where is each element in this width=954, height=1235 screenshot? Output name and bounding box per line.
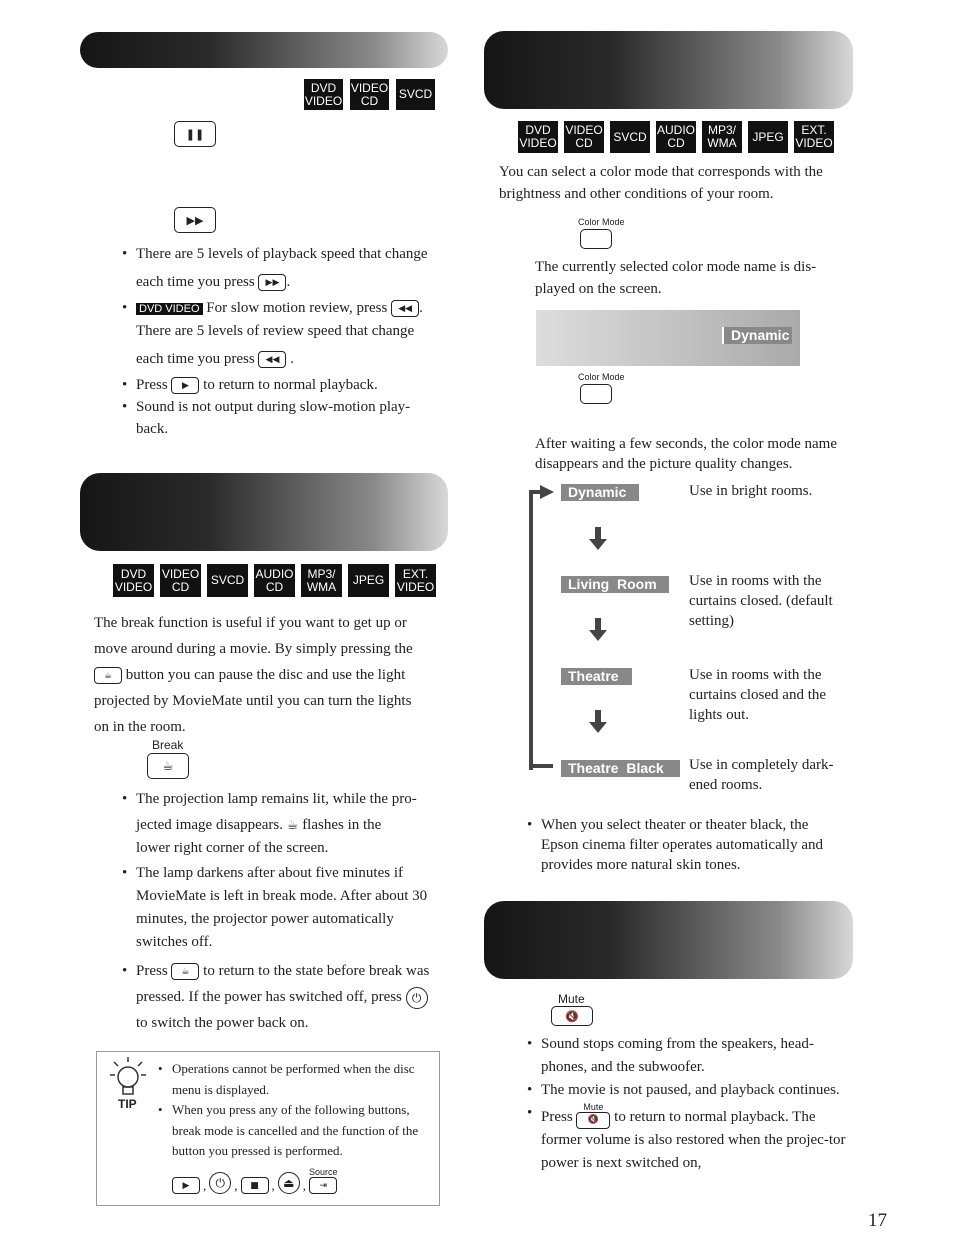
mode-theatre-black-desc: Use in completely dark-ened rooms. <box>689 757 834 793</box>
badge: MP3/ WMA <box>301 564 342 597</box>
mute-notes <box>527 1033 847 1175</box>
power-icon: ⏻ <box>209 1172 231 1194</box>
mute-button-icon: 🔇 <box>551 1006 593 1026</box>
arrow-down-icon <box>588 710 608 734</box>
slow-badges <box>304 79 435 110</box>
color-badges <box>518 121 834 153</box>
break-label: Break <box>152 738 184 752</box>
list-item: • The lamp darkens after about five minutes if MovieMate is left in break mode. After about 30 minutes, the projector power automatically switches off. <box>122 862 442 954</box>
arrow-down-icon <box>588 618 608 642</box>
tip-buttons: ▶ , ⏻ , ■ , ⏏ , Source ⇥ <box>172 1167 338 1194</box>
list-item: • Press ▶ to return to normal playback. <box>122 374 442 396</box>
break-icon: ☕ <box>171 963 199 980</box>
badge: MP3/ WMA <box>702 121 742 153</box>
badge: DVD VIDEO <box>518 121 558 153</box>
mute-label: Mute <box>558 992 585 1006</box>
arrow-down-icon <box>588 527 608 551</box>
break-notes <box>122 788 442 1036</box>
color-intro: You can select a color mode that corresponds with the brightness and other conditions of your room. <box>499 164 823 202</box>
color-notes <box>527 815 847 875</box>
mode-theatre-desc: Use in rooms with the curtains closed and the lights out. <box>689 667 827 723</box>
play-icon: ▶ <box>172 1177 200 1194</box>
cycle-arrow-icon <box>527 484 557 774</box>
list-item: • Sound is not output during slow-motion play-back. <box>122 396 427 440</box>
tip-label: TIP <box>118 1097 137 1111</box>
tip-list <box>158 1059 433 1162</box>
eject-icon: ⏏ <box>278 1172 300 1194</box>
badge: VIDEO CD <box>564 121 604 153</box>
rewind-icon: ◀◀ <box>391 300 419 317</box>
badge: SVCD <box>396 79 435 110</box>
page-number: 17 <box>868 1210 887 1231</box>
break-badges <box>113 564 436 597</box>
stop-icon: ■ <box>241 1177 269 1194</box>
badge: SVCD <box>610 121 650 153</box>
list-item: • Operations cannot be performed when the disc menu is displayed. <box>158 1059 433 1100</box>
color-step2: After waiting a few seconds, the color mode name disappears and the picture quality changes. <box>535 436 837 472</box>
break-button-icon: ☕ <box>147 753 189 779</box>
mode-living-room-desc: Use in rooms with the curtains closed. (default setting) <box>689 573 833 629</box>
source-icon: ⇥ <box>309 1177 337 1194</box>
badge: EXT. VIDEO <box>395 564 436 597</box>
fast-forward-icon: ▶▶ <box>258 274 286 291</box>
mode-dynamic-desc: Use in bright rooms. <box>689 483 813 499</box>
color-mode-button-icon <box>580 229 612 249</box>
badge: AUDIO CD <box>656 121 696 153</box>
dvd-video-badge: DVD VIDEO <box>136 303 203 315</box>
badge: AUDIO CD <box>254 564 295 597</box>
list-item: • DVD VIDEO For slow motion review, press ◀◀ . There are 5 levels of review speed that change each time you press ◀◀ . <box>122 297 442 370</box>
color-mode-button-icon <box>580 384 612 404</box>
lightbulb-icon <box>108 1056 148 1102</box>
list-item: • Press ☕ to return to the state before break was pressed. If the power has switched off, press ⏻ to switch the power back on. <box>122 958 442 1036</box>
mode-theatre-black: Theatre Black <box>561 760 680 777</box>
rewind-icon: ◀◀ <box>258 351 286 368</box>
mode-living-room: Living Room <box>561 576 669 593</box>
power-icon: ⏻ <box>406 987 428 1009</box>
list-item: • The projection lamp remains lit, while the pro- jected image disappears. ☕ flashes in the lower right corner of the screen. <box>122 788 442 860</box>
badge: JPEG <box>348 564 389 597</box>
break-icon: ☕ <box>94 667 122 684</box>
fast-forward-button-icon: ▶▶ <box>174 207 216 233</box>
badge: VIDEO CD <box>160 564 201 597</box>
mute-label: Mute <box>583 1102 604 1112</box>
badge: DVD VIDEO <box>113 564 154 597</box>
screen-mode-label: Dynamic <box>722 327 792 344</box>
break-header <box>80 473 448 551</box>
mute-icon: 🔇 <box>576 1112 610 1129</box>
color-mode-label: Color Mode <box>578 372 625 382</box>
list-item: • Press Mute 🔇 to return to normal playback. The former volume is also restored when the projec-tor power is next switched on, <box>527 1102 847 1175</box>
break-icon: ☕ <box>286 818 299 833</box>
badge: EXT. VIDEO <box>794 121 834 153</box>
color-mode-label: Color Mode <box>578 217 625 227</box>
slow-motion-header <box>80 32 448 68</box>
color-mode-header <box>484 31 853 109</box>
mute-header <box>484 901 853 979</box>
badge: SVCD <box>207 564 248 597</box>
play-icon: ▶ <box>171 377 199 394</box>
mode-dynamic: Dynamic <box>561 484 639 501</box>
list-item: • When you select theater or theater black, the Epson cinema filter operates automatically and provides more natural skin tones. <box>527 815 847 875</box>
pause-button-icon: ❚❚ <box>174 121 216 147</box>
list-item: • When you press any of the following buttons, break mode is cancelled and the function of the button you pressed is performed. <box>158 1100 433 1162</box>
break-intro: The break function is useful if you want to get up or move around during a movie. By simply pressing the ☕ button you can pause the disc and use the light projected by MovieMate until you can turn the lights on in the room. <box>94 615 413 735</box>
badge: VIDEO CD <box>350 79 389 110</box>
badge: DVD VIDEO <box>304 79 343 110</box>
slow-motion-notes <box>122 243 442 440</box>
list-item: • The movie is not paused, and playback continues. <box>527 1079 847 1102</box>
list-item: • Sound stops coming from the speakers, head-phones, and the subwoofer. <box>527 1033 847 1079</box>
badge: JPEG <box>748 121 788 153</box>
source-label: Source <box>309 1167 338 1177</box>
mode-theatre: Theatre <box>561 668 632 685</box>
list-item: • There are 5 levels of playback speed that change each time you press ▶▶ . <box>122 243 442 293</box>
color-step1: The currently selected color mode name is dis-played on the screen. <box>535 259 817 297</box>
